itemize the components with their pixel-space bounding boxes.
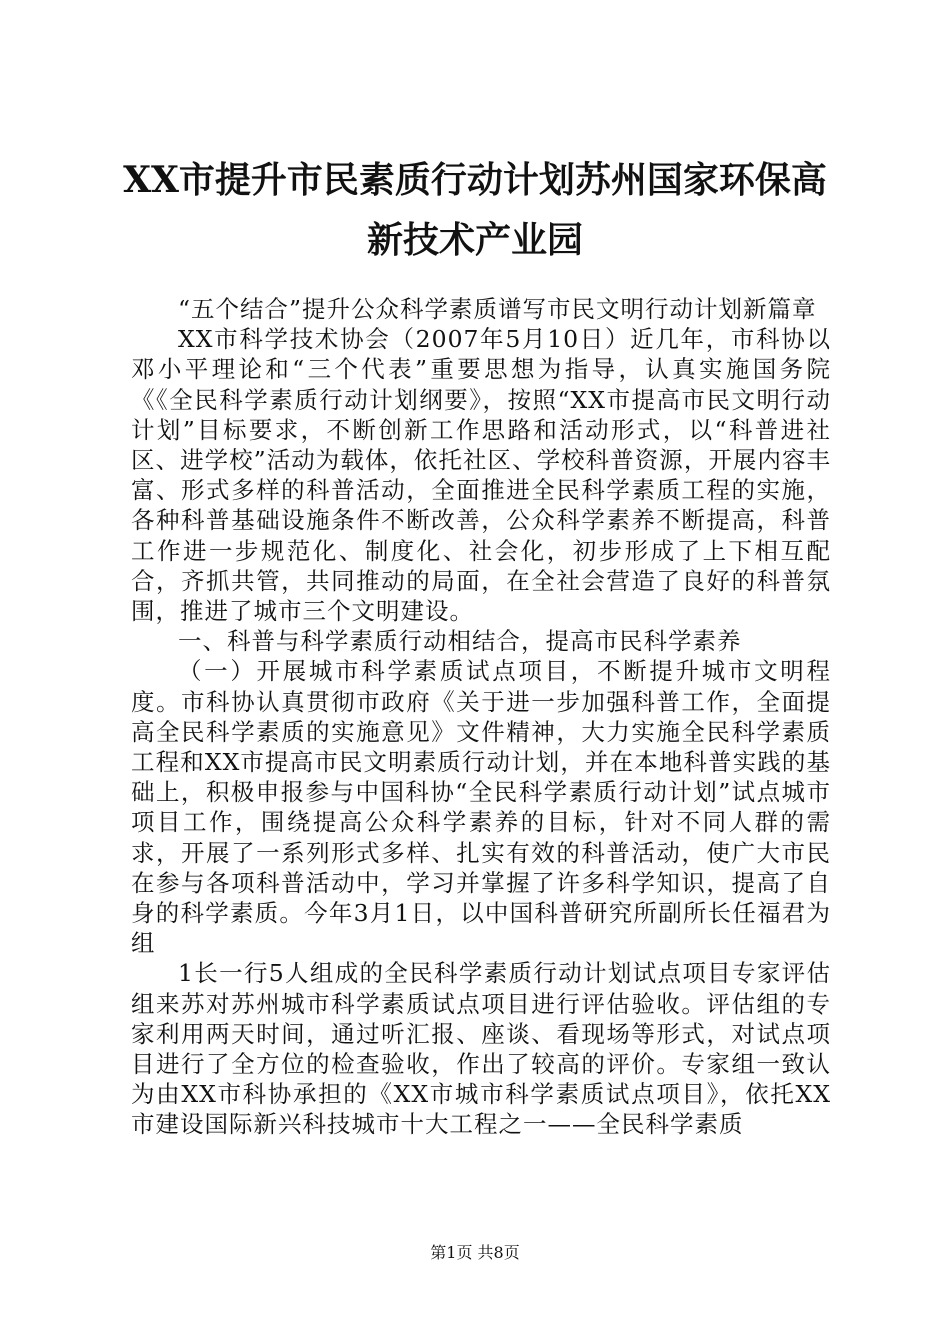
subtitle-paragraph: “五个结合”提升公众科学素质谱写市民文明行动计划新篇章	[178, 295, 817, 323]
document-body	[131, 294, 831, 1140]
body-paragraph: （一）开展城市科学素质试点项目，不断提升城市文明程度。市科协认真贯彻市政府《关于进一步加强科普工作，全面提高全民科学素质的实施意见》文件精神，大力实施全民科学素质工程和XX市提高市民文明素质行动计划，并在本地科普实践的基础上，积极申报参与中国科协“全民科学素质行动计划”试点城市项目工作，围绕提高公众科学素养的目标，针对不同人群的需求，开展了一系列形式多样、扎实有效的科普活动，使广大市民在参与各项科普活动中，学习并掌握了许多科学知识，提高了自身的科学素质。今年3月1日，以中国科普研究所副所长任福君为组	[131, 657, 831, 958]
body-paragraph: XX市科学技术协会（2007年5月10日）近几年，市科协以邓小平理论和“三个代表”重要思想为指导，认真实施国务院《《全民科学素质行动计划纲要》，按照“XX市提高市民文明行动计划”目标要求，不断创新工作思路和活动形式，以“科普进社区、进学校”活动为载体，依托社区、学校科普资源，开展内容丰富、形式多样的科普活动，全面推进全民科学素质工程的实施，各种科普基础设施条件不断改善，公众科学素养不断提高，科普工作进一步规范化、制度化、社会化，初步形成了上下相互配合，齐抓共管，共同推动的局面，在全社会营造了良好的科普氛围，推进了城市三个文明建设。	[131, 325, 831, 626]
title-line-2: 新技术产业园	[366, 219, 583, 261]
body-paragraph: 1长一行5人组成的全民科学素质行动计划试点项目专家评估组来苏对苏州城市科学素质试点项目进行评估验收。评估组的专家利用两天时间，通过听汇报、座谈、看现场等形式，对试点项目进行了全方位的检查验收，作出了较高的评价。专家组一致认为由XX市科协承担的《XX市城市科学素质试点项目》，依托XX市建设国际新兴科技城市十大工程之一——全民科学素质	[131, 959, 831, 1139]
section-heading: 一、科普与科学素质行动相结合，提高市民科学素养	[178, 627, 742, 656]
document-title	[110, 150, 840, 270]
page-footer: 第1页 共8页	[430, 1243, 520, 1262]
title-line-1: XX市提升市民素质行动计划苏州国家环保高	[123, 159, 827, 201]
